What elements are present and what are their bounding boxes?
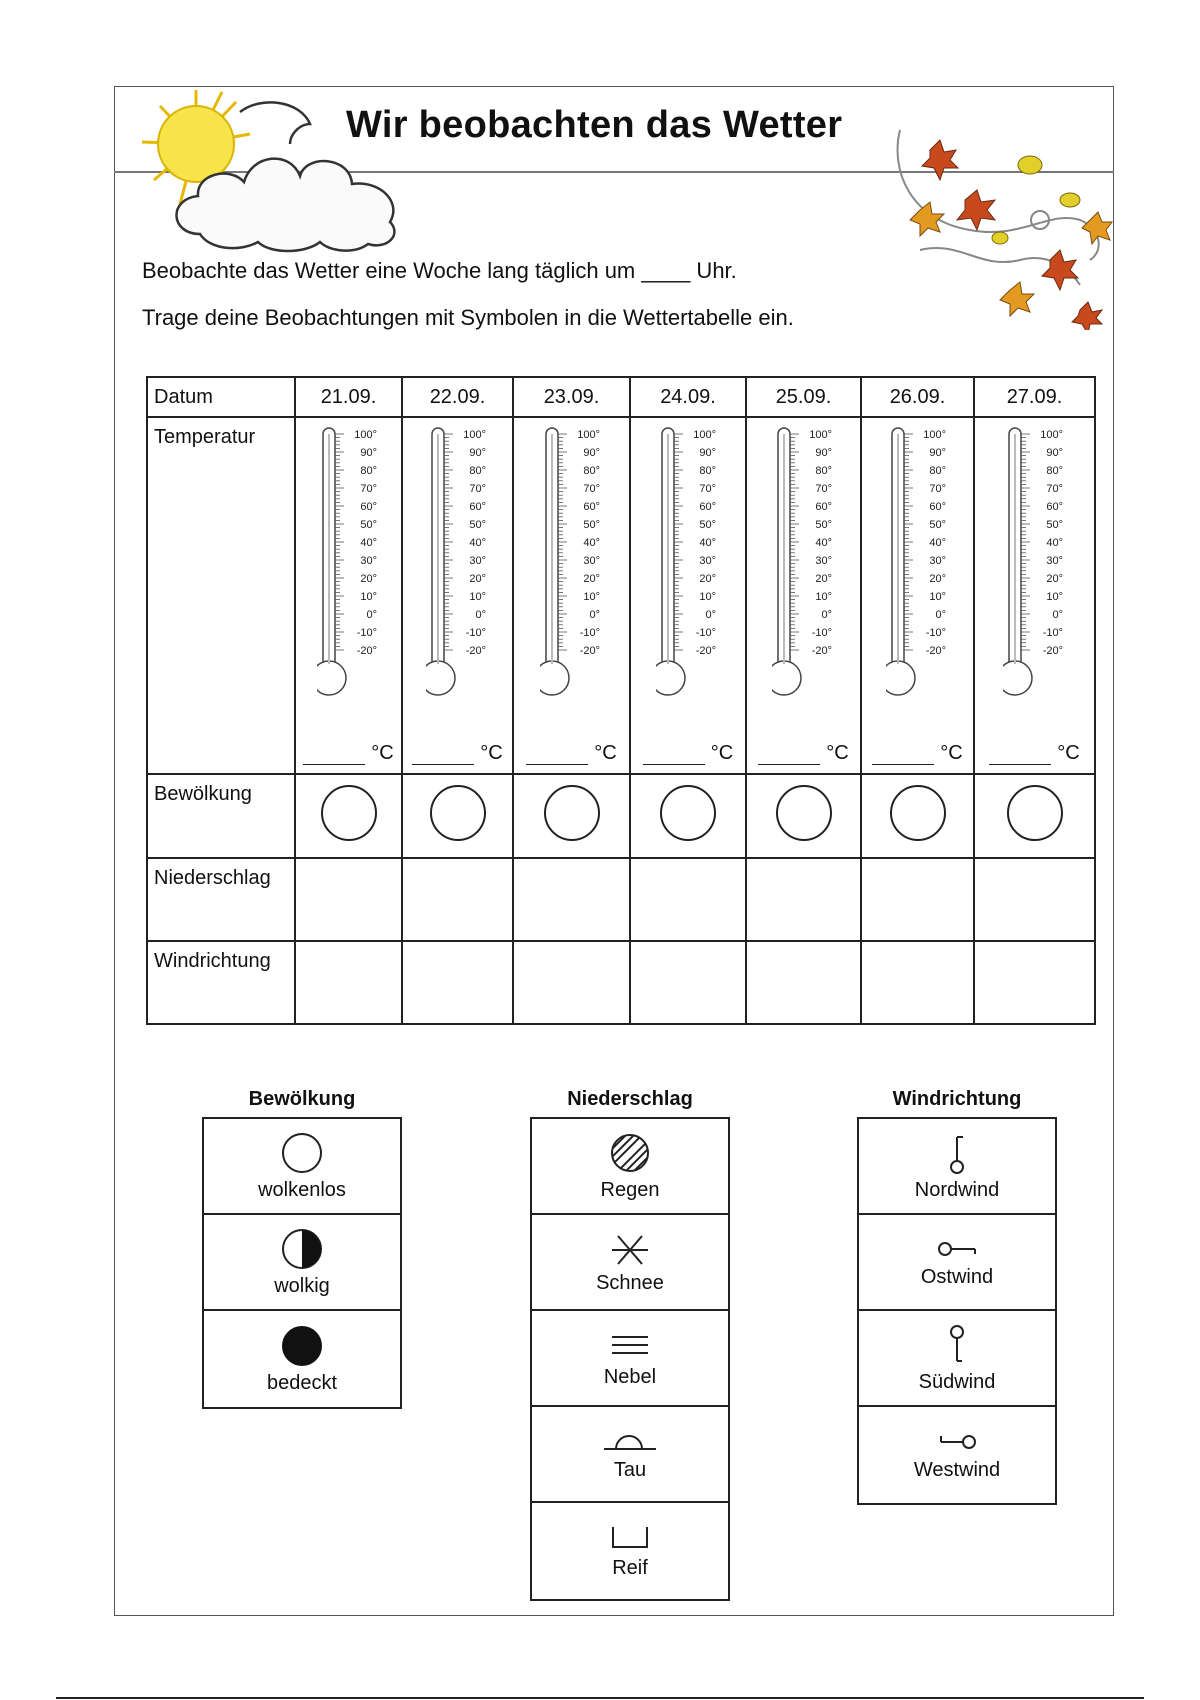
instruction-line-2: Trage deine Beobachtungen mit Symbolen in die Wettertabelle ein. [142,305,794,330]
page-title: Wir beobachten das Wetter [346,104,843,146]
date-header: 22.09. [402,377,513,417]
thermometer-tick-label: 0° [934,609,946,621]
legend-item-suedwind [859,1311,1055,1407]
thermometer-tick-label: -20° [579,645,600,657]
thermometer-tick-label: 20° [699,573,716,585]
thermometer-tick-label: 90° [928,447,946,459]
table-row-windrichtung [147,941,1095,1024]
legend-label: Tau [613,1458,647,1481]
east-wind-icon [935,1236,979,1262]
temperature-unit: °C [710,742,734,764]
thermometer-icon [772,426,836,698]
thermometer-tick-label: 80° [468,465,486,477]
thermometer-tick-label: -20° [465,645,486,657]
legend-label: Südwind [918,1370,996,1393]
temperature-entry[interactable] [409,742,506,765]
legend-item-wolkig [204,1215,400,1311]
date-header: 25.09. [746,377,861,417]
thermometer-icon [886,426,950,698]
thermometer-tick-label: -10° [579,627,600,639]
thermometer-tick-label: 30° [582,555,600,567]
cloud-cover-circle[interactable] [660,785,716,841]
wind-direction-cell[interactable] [513,941,630,1024]
thermometer-tick-label: 50° [582,519,600,531]
temperature-unit: °C [826,742,849,764]
thermometer-tick-label: 20° [582,573,600,585]
thermometer-tick-label: 50° [359,519,377,531]
thermometer-tick-label: 40° [468,537,486,549]
temperature-blank[interactable] [412,746,474,765]
thermometer-tick-label: 40° [814,537,832,549]
cloud-cover-cell[interactable] [402,774,513,858]
wind-direction-cell[interactable] [746,941,861,1024]
thermometer-tick-label: 80° [814,465,832,477]
table-row-bewoelkung [147,774,1095,858]
row-label-niederschlag: Niederschlag [147,858,295,941]
thermometer-tick-label: 10° [928,591,946,603]
thermometer-tick-label: 80° [1045,465,1063,477]
thermometer-tick-label: 100° [693,429,716,441]
thermometer-tick-label: 10° [582,591,600,603]
thermometer-tick-label: 0° [474,609,486,621]
legend-label: Reif [612,1556,648,1579]
cloud-cover-cell[interactable] [513,774,630,858]
temperature-entry[interactable] [981,742,1088,765]
thermometer-tick-label: 20° [468,573,486,585]
thermometer-tick-label: 60° [699,501,716,513]
thermometer-icon [540,426,604,698]
thermometer-tick-label: -10° [356,627,377,639]
thermometer-tick-label: 10° [814,591,832,603]
cloud-cover-circle[interactable] [890,785,946,841]
instruction-line-1: Beobachte das Wetter eine Woche lang täglich um ____ Uhr. [142,258,737,283]
legend-item-tau [532,1407,728,1503]
weather-table [146,376,1096,1025]
thermometer-tick-label: 40° [928,537,946,549]
cloud-cover-circle[interactable] [321,785,377,841]
thermometer-tick-label: 0° [705,609,716,621]
thermometer-tick-label: 30° [928,555,946,567]
table-row-niederschlag [147,858,1095,941]
precipitation-cell[interactable] [630,858,746,941]
north-wind-icon [942,1131,972,1175]
legend-label: Regen [600,1178,660,1201]
thermometer-icon [317,426,381,698]
legend-item-reif [532,1503,728,1599]
thermometer-tick-label: 80° [582,465,600,477]
thermometer-tick-label: 100° [353,429,377,441]
thermometer-tick-label: 90° [359,447,377,459]
legend-item-westwind [859,1407,1055,1503]
cloud-cover-circle[interactable] [776,785,832,841]
thermometer-tick-label: 70° [699,483,716,495]
thermometer-tick-label: -20° [1042,645,1063,657]
cloud-cover-cell[interactable] [630,774,746,858]
thermometer-tick-label: 90° [699,447,716,459]
precipitation-cell[interactable] [746,858,861,941]
legend-title: Windrichtung [892,1088,1022,1110]
thermometer-tick-label: 50° [928,519,946,531]
bottom-rule [56,1697,1144,1699]
thermometer-tick-label: 0° [588,609,600,621]
autumn-leaves-icon [880,110,1120,330]
thermometer-tick-label: 0° [365,609,377,621]
thermometer-tick-label: 60° [468,501,486,513]
temperature-entry[interactable] [868,742,967,765]
thermometer-tick-label: -20° [811,645,832,657]
thermometer-tick-label: 90° [814,447,832,459]
wind-direction-cell[interactable] [974,941,1095,1024]
thermometer-tick-label: 70° [468,483,486,495]
legend-bewoelkung [202,1088,402,1409]
temperature-cell[interactable] [974,417,1095,774]
temperature-cell[interactable] [513,417,630,774]
date-header: 26.09. [861,377,974,417]
cloud-cover-cell[interactable] [861,774,974,858]
thermometer-tick-label: 20° [359,573,377,585]
legend-title: Niederschlag [567,1088,693,1110]
thermometer-tick-label: 40° [582,537,600,549]
thermometer-tick-label: 60° [928,501,946,513]
frost-icon [608,1523,652,1553]
date-header: 23.09. [513,377,630,417]
legend-title: Bewölkung [248,1088,356,1110]
table-row-temperatur [147,417,1095,774]
legend-label: wolkenlos [258,1178,346,1201]
thermometer-tick-label: 30° [1045,555,1063,567]
temperature-cell[interactable] [402,417,513,774]
temperature-blank[interactable] [989,746,1051,765]
snow-icon [608,1230,652,1268]
row-label-bewoelkung: Bewölkung [147,774,295,858]
thermometer-tick-label: 30° [359,555,377,567]
thermometer-tick-label: 50° [814,519,832,531]
thermometer-tick-label: -10° [1042,627,1063,639]
temperature-blank[interactable] [758,746,820,765]
thermometer-tick-label: -10° [695,627,716,639]
thermometer-tick-label: 20° [1045,573,1063,585]
clear-sky-icon [280,1131,324,1175]
thermometer-icon [426,426,490,698]
temperature-unit: °C [371,742,394,764]
thermometer-tick-label: -10° [811,627,832,639]
legend-item-nebel [532,1311,728,1407]
cloud-cover-circle[interactable] [544,785,600,841]
legend-label: wolkig [274,1274,330,1297]
legend-item-regen [532,1119,728,1215]
legend-item-ostwind [859,1215,1055,1311]
dew-icon [600,1427,660,1455]
legend-item-schnee [532,1215,728,1311]
temperature-cell[interactable] [295,417,402,774]
thermometer-tick-label: 70° [359,483,377,495]
cloud-cover-cell[interactable] [295,774,402,858]
wind-direction-cell[interactable] [861,941,974,1024]
thermometer-tick-label: 70° [582,483,600,495]
thermometer-tick-label: 100° [576,429,600,441]
thermometer-tick-label: 50° [1045,519,1063,531]
thermometer-tick-label: 30° [468,555,486,567]
legend-label: Nebel [603,1365,657,1388]
cloud-cover-circle[interactable] [430,785,486,841]
temperature-unit: °C [940,742,963,764]
temperature-entry[interactable] [753,742,854,765]
temperature-unit: °C [594,742,617,764]
precipitation-cell[interactable] [974,858,1095,941]
thermometer-tick-label: 10° [359,591,377,603]
thermometer-tick-label: 30° [699,555,716,567]
legend-label: Ostwind [920,1265,994,1288]
temperature-blank[interactable] [303,746,365,765]
wind-direction-cell[interactable] [630,941,746,1024]
thermometer-tick-label: 100° [1039,429,1063,441]
wind-direction-cell[interactable] [402,941,513,1024]
thermometer-tick-label: 70° [928,483,946,495]
precipitation-cell[interactable] [513,858,630,941]
rain-icon [608,1131,652,1175]
legend-label: Nordwind [914,1178,1000,1201]
temperature-blank[interactable] [526,746,588,765]
cloud-cover-circle[interactable] [1007,785,1063,841]
precipitation-cell[interactable] [295,858,402,941]
thermometer-tick-label: 40° [1045,537,1063,549]
thermometer-tick-label: -10° [925,627,946,639]
thermometer-tick-label: -10° [465,627,486,639]
temperature-blank[interactable] [643,746,705,765]
precipitation-cell[interactable] [402,858,513,941]
thermometer-tick-label: 80° [699,465,716,477]
wind-direction-cell[interactable] [295,941,402,1024]
thermometer-tick-label: 40° [359,537,377,549]
thermometer-icon [1003,426,1067,698]
thermometer-tick-label: 10° [1045,591,1063,603]
temperature-cell[interactable] [630,417,746,774]
partly-cloudy-icon [280,1227,324,1271]
temperature-unit: °C [1057,742,1080,764]
thermometer-tick-label: 10° [468,591,486,603]
thermometer-tick-label: 20° [814,573,832,585]
temperature-entry[interactable] [637,742,739,765]
cloud-cover-cell[interactable] [974,774,1095,858]
overcast-icon [280,1324,324,1368]
west-wind-icon [935,1429,979,1455]
legend-item-wolkenlos [204,1119,400,1215]
legend-windrichtung [857,1088,1057,1505]
thermometer-tick-label: 70° [814,483,832,495]
thermometer-tick-label: 100° [462,429,486,441]
south-wind-icon [942,1323,972,1367]
legend-label: Schnee [596,1271,664,1294]
temperature-cell[interactable] [861,417,974,774]
thermometer-tick-label: 60° [1045,501,1063,513]
thermometer-tick-label: 10° [699,591,716,603]
thermometer-tick-label: -20° [695,645,716,657]
date-header: 21.09. [295,377,402,417]
table-row-datum [147,377,1095,417]
thermometer-icon [656,426,720,698]
temperature-blank[interactable] [872,746,934,765]
thermometer-tick-label: 0° [1051,609,1063,621]
fog-icon [608,1328,652,1362]
row-label-temperatur: Temperatur [147,417,295,774]
legend-item-nordwind [859,1119,1055,1215]
thermometer-tick-label: 20° [928,573,946,585]
temperature-entry[interactable] [302,742,395,765]
thermometer-tick-label: 100° [808,429,832,441]
precipitation-cell[interactable] [861,858,974,941]
legend-label: bedeckt [266,1371,338,1394]
thermometer-tick-label: 50° [468,519,486,531]
thermometer-tick-label: -20° [356,645,377,657]
thermometer-tick-label: 50° [699,519,716,531]
thermometer-tick-label: 60° [582,501,600,513]
thermometer-tick-label: 70° [1045,483,1063,495]
legend-niederschlag [530,1088,730,1601]
thermometer-tick-label: 90° [582,447,600,459]
legend-item-bedeckt [204,1311,400,1407]
date-header: 27.09. [974,377,1095,417]
thermometer-tick-label: 0° [820,609,832,621]
temperature-unit: °C [480,742,503,764]
thermometer-tick-label: 80° [928,465,946,477]
thermometer-tick-label: 30° [814,555,832,567]
cloud-cover-cell[interactable] [746,774,861,858]
legend-label: Westwind [913,1458,1001,1481]
thermometer-tick-label: 90° [1045,447,1063,459]
temperature-cell[interactable] [746,417,861,774]
thermometer-tick-label: 100° [922,429,946,441]
thermometer-tick-label: 60° [814,501,832,513]
thermometer-tick-label: 90° [468,447,486,459]
temperature-entry[interactable] [520,742,623,765]
thermometer-tick-label: 40° [699,537,716,549]
thermometer-tick-label: -20° [925,645,946,657]
date-header: 24.09. [630,377,746,417]
thermometer-tick-label: 60° [359,501,377,513]
thermometer-tick-label: 80° [359,465,377,477]
row-label-datum: Datum [147,377,295,417]
row-label-windrichtung: Windrichtung [147,941,295,1024]
